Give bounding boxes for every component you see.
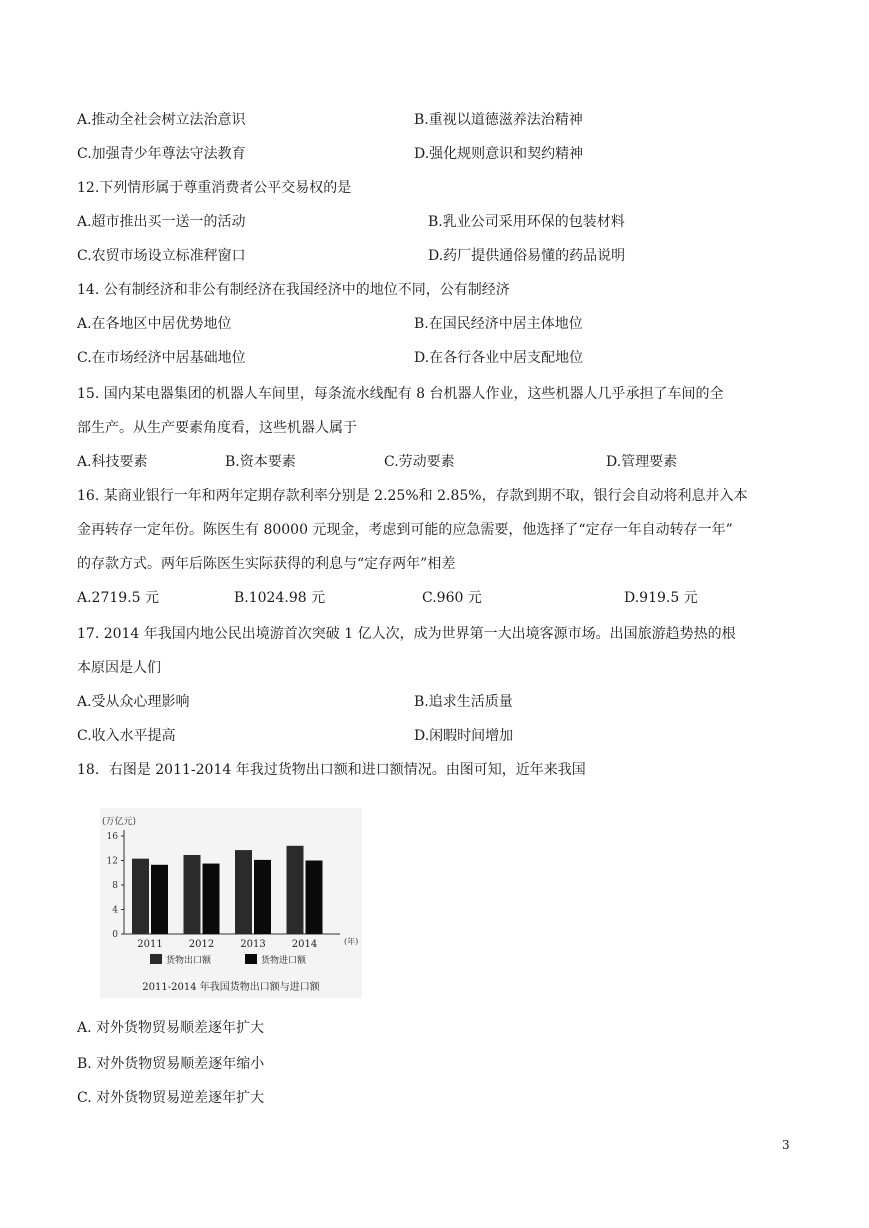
q12-option-d: D.药厂提供通俗易懂的药品说明	[428, 248, 626, 264]
q12-option-b: B.乳业公司采用环保的包装材料	[428, 214, 625, 230]
y-tick-label: 12	[106, 856, 118, 867]
q16-option-a: A.2719.5 元	[77, 590, 159, 606]
y-tick-label: 16	[106, 832, 118, 842]
q15-option-c: C.劳动要素	[384, 454, 455, 470]
bar-import-2013	[254, 860, 271, 934]
page-number: 3	[782, 1138, 790, 1152]
q15-option-d: D.管理要素	[606, 454, 678, 470]
q17-stem-line-2: 本原因是人们	[77, 660, 161, 676]
q17-option-a: A.受从众心理影响	[77, 694, 190, 710]
x-tick-label: 2011	[137, 939, 163, 950]
q17-option-d: D.闲暇时间增加	[414, 728, 514, 744]
q14-option-b: B.在国民经济中居主体地位	[414, 316, 583, 332]
x-tick-label: 2014	[291, 939, 318, 950]
q18-option-a: A. 对外货物贸易顺差逐年扩大	[77, 1020, 265, 1036]
bar-import-2011	[151, 865, 168, 934]
q17-option-c: C.收入水平提高	[77, 728, 176, 744]
chart-title: 2011-2014 年我国货物出口额与进口额	[142, 982, 320, 993]
bar-import-2014	[306, 861, 323, 935]
legend-label: 货物进口额	[261, 956, 307, 966]
x-tick-label: 2012	[188, 939, 215, 950]
x-axis-label: (年)	[344, 937, 359, 946]
bar-import-2012	[203, 864, 220, 934]
q16-stem-line-1: 16. 某商业银行一年和两年定期存款利率分别是 2.25%和 2.85%，存款到期不取，银行会自动将利息并入本	[77, 488, 748, 504]
y-tick-label: 0	[112, 930, 118, 940]
q17-option-b: B.追求生活质量	[414, 694, 513, 710]
legend-label: 货物出口额	[166, 956, 212, 966]
q12-option-c: C.农贸市场设立标准秤窗口	[77, 248, 246, 264]
q15-stem-line-1: 15. 国内某电器集团的机器人车间里，每条流水线配有 8 台机器人作业，这些机器人几乎承担了车间的全	[77, 386, 724, 402]
q14-option-a: A.在各地区中居优势地位	[77, 316, 232, 332]
bar-export-2011	[132, 859, 149, 934]
trade-bar-chart-svg	[100, 808, 362, 998]
q12-stem: 12.下列情形属于尊重消费者公平交易权的是	[77, 180, 352, 196]
q16-stem-line-2: 金再转存一定年份。陈医生有 80000 元现金，考虑到可能的应急需要，他选择了“定存一年自动转存一年”	[77, 522, 733, 538]
legend-swatch	[245, 954, 257, 964]
q11-option-c: C.加强青少年尊法守法教育	[77, 146, 246, 162]
q12-option-a: A.超市推出买一送一的活动	[77, 214, 246, 230]
q18-stem: 18．右图是 2011-2014 年我过货物出口额和进口额情况。由图可知，近年来我国	[77, 762, 586, 778]
q16-stem-line-3: 的存款方式。两年后陈医生实际获得的利息与“定存两年”相差	[77, 556, 456, 572]
q11-option-a: A.推动全社会树立法治意识	[77, 112, 246, 128]
bar-export-2014	[287, 846, 304, 934]
q15-option-b: B.资本要素	[225, 454, 296, 470]
q11-option-d: D.强化规则意识和契约精神	[414, 146, 584, 162]
q17-stem-line-1: 17. 2014 年我国内地公民出境游首次突破 1 亿人次，成为世界第一大出境客源市场。出国旅游趋势热的根	[77, 626, 736, 642]
q16-option-b: B.1024.98 元	[234, 590, 326, 606]
y-axis-label: (万亿元)	[102, 817, 137, 827]
q16-option-d: D.919.5 元	[624, 590, 698, 606]
bar-export-2013	[235, 850, 252, 934]
q16-option-c: C.960 元	[422, 590, 482, 606]
x-tick-label: 2013	[240, 939, 266, 950]
q11-option-b: B.重视以道德滋养法治精神	[414, 112, 583, 128]
y-tick-label: 4	[112, 905, 118, 916]
bar-export-2012	[184, 855, 201, 934]
q14-stem: 14. 公有制经济和非公有制经济在我国经济中的地位不同，公有制经济	[77, 282, 510, 298]
legend-swatch	[150, 954, 162, 964]
q15-stem-line-2: 部生产。从生产要素角度看，这些机器人属于	[77, 420, 357, 436]
y-tick-label: 8	[112, 881, 118, 891]
trade-bar-chart	[100, 808, 362, 998]
q14-option-c: C.在市场经济中居基础地位	[77, 350, 246, 366]
q14-option-d: D.在各行各业中居支配地位	[414, 350, 584, 366]
q15-option-a: A.科技要素	[77, 454, 148, 470]
q18-option-b: B. 对外货物贸易顺差逐年缩小	[77, 1056, 265, 1072]
q18-option-c: C. 对外货物贸易逆差逐年扩大	[77, 1090, 265, 1106]
